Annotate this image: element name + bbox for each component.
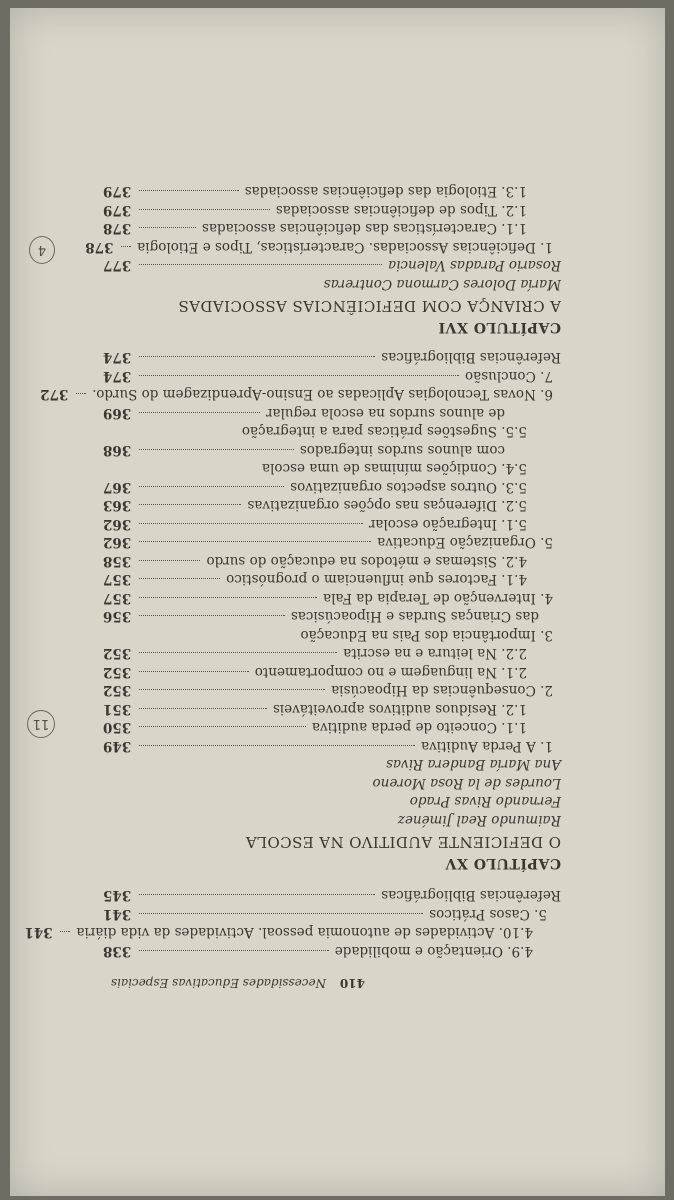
entry-page-number: 362 (103, 516, 132, 532)
running-head (111, 976, 365, 990)
toc-entry (103, 460, 527, 478)
entry-label: 4.2. Sistemas e métodos na educação do surdo (206, 553, 527, 569)
dot-leader (139, 727, 306, 728)
page-content-rotated (10, 8, 665, 1196)
entry-label: Rosario Paradas Valencia (388, 257, 561, 274)
toc-entry (103, 441, 505, 459)
toc-entry (40, 386, 553, 404)
dot-leader (139, 412, 260, 413)
toc-entry (103, 589, 553, 607)
entry-label: 4.9. Orientação e mobilidade (334, 943, 533, 959)
author-entry (103, 257, 561, 275)
dot-leader (139, 950, 329, 951)
dot-leader (139, 913, 423, 914)
author-name: Raimundo Real Jiménez (397, 812, 561, 828)
dot-leader (76, 394, 86, 395)
dot-leader (139, 708, 267, 709)
dot-leader (121, 246, 131, 247)
entry-page-number: 341 (103, 906, 132, 922)
entry-label: 4. Intervenção de Terapia da Fala (323, 590, 553, 606)
entry-label: 2.2. Na leitura e na escrita (343, 645, 527, 662)
entry-page-number: 377 (103, 257, 132, 274)
entry-label: 1. Deficiências Associadas. Características, Tipos e Etiologia (137, 239, 553, 255)
dot-leader (139, 265, 382, 266)
dot-leader (139, 505, 241, 506)
entry-page-number: 374 (103, 368, 132, 384)
toc-entry (103, 682, 553, 700)
entry-label: 1.2. Tipos de deficiências associadas (275, 202, 527, 218)
page-number: 410 (339, 976, 365, 990)
entry-label: 4.1. Factores que influenciam o prognóstico (226, 571, 527, 588)
entry-label: 4.10. Actividades de autonomia pessoal. Actividades da vida diária (76, 924, 533, 941)
entry-label: 1.1. Conceito de perda auditiva (311, 719, 527, 736)
toc-entry (103, 608, 539, 626)
toc-entry (103, 201, 527, 219)
entry-label: Referências Bibliográficas (381, 349, 561, 366)
dot-leader (139, 449, 294, 450)
toc-entry (103, 571, 527, 589)
toc-entry (103, 534, 553, 552)
author-name: Lourdes de la Rosa Moreno (372, 775, 561, 791)
entry-page-number: 352 (103, 645, 132, 662)
dot-leader (139, 597, 317, 598)
entry-label: de alunos surdos na escola regular (266, 405, 505, 421)
dot-leader (139, 357, 375, 358)
entry-page-number: 352 (103, 664, 132, 680)
dot-leader (139, 542, 371, 543)
toc-entry (103, 700, 527, 718)
toc-entry (85, 238, 553, 256)
entry-page-number: 369 (103, 405, 132, 421)
entry-page-number: 368 (103, 442, 132, 458)
chapter-heading: CAPÍTULO XVI (438, 319, 561, 335)
toc-entry (103, 478, 527, 496)
entry-label: 5.1. Integração escolar (368, 516, 527, 532)
toc-entry (103, 183, 527, 201)
toc-entry (103, 367, 553, 385)
author-name: Fernando Rivas Prado (409, 793, 561, 810)
chapter-title: O DEFICIENTE AUDITIVO NA ESCOLA (245, 833, 561, 851)
toc-entry (103, 942, 533, 960)
entry-page-number: 372 (40, 386, 69, 403)
entry-label: 5.2. Diferenças nas opções organizativas (247, 497, 527, 514)
dot-leader (139, 560, 200, 561)
chapter-heading: CAPÍTULO XV (445, 855, 561, 871)
author-name: María Dolores Carmona Contreras (323, 276, 561, 292)
dot-leader (139, 671, 249, 672)
entry-label: 5.5. Sugestões práticas para a integração (241, 423, 527, 440)
author-name: Ana María Bandera Rivas (386, 756, 561, 773)
dot-leader (139, 486, 284, 487)
toc-entry (103, 719, 527, 737)
entry-page-number: 378 (85, 239, 114, 255)
entry-label: 2. Consequências da Hipoacúsia (331, 682, 553, 699)
entry-page-number: 356 (103, 608, 132, 625)
dot-leader (139, 523, 363, 524)
toc-entry (103, 349, 561, 367)
entry-page-number: 362 (103, 534, 132, 551)
handwritten-circle-mark: 4 (29, 236, 55, 264)
toc-entry (103, 552, 527, 570)
entry-page-number: 349 (103, 738, 132, 754)
dot-leader (139, 209, 270, 210)
entry-label: 1. A Perda Auditiva (421, 738, 553, 754)
entry-label: 1.2. Resíduos auditivos aproveitáveis (272, 701, 527, 717)
entry-page-number: 367 (103, 479, 132, 495)
entry-page-number: 363 (103, 497, 132, 514)
entry-page-number: 379 (103, 183, 132, 200)
dot-leader (139, 228, 196, 229)
entry-label: 5. Organização Educativa (377, 534, 553, 551)
entry-label: 3. Importância dos Pais na Educação (300, 627, 553, 643)
entry-page-number: 379 (103, 202, 132, 218)
dot-leader (60, 932, 70, 933)
entry-page-number: 378 (103, 220, 132, 237)
toc-entry (103, 515, 527, 533)
entry-label: com alunos surdos integrados (299, 442, 505, 458)
entry-label: 5.4. Condições mínimas de uma escola (262, 460, 527, 477)
book-page (10, 8, 665, 1196)
entry-label: 2.1. Na linguagem e no comportamento (254, 664, 527, 680)
running-head-title: Necessidades Educativas Especiais (110, 976, 327, 990)
toc-entry (103, 887, 561, 905)
dot-leader (139, 653, 337, 654)
entry-label: 7. Conclusão (464, 368, 553, 384)
entry-page-number: 341 (24, 924, 53, 941)
toc-entry (103, 497, 527, 515)
entry-page-number: 352 (103, 682, 132, 699)
entry-label: 5.3. Outros aspectos organizativos (290, 479, 527, 495)
entry-label: 5. Casos Práticos (429, 906, 547, 922)
dot-leader (139, 745, 415, 746)
toc-entry (103, 645, 527, 663)
entry-label: 6. Novas Tecnologias Aplicadas ao Ensino-Aprendizagem do Surdo. (92, 386, 553, 403)
entry-page-number: 357 (103, 571, 132, 588)
toc-entry (24, 924, 533, 942)
toc-entry (103, 626, 553, 644)
toc-entry (103, 423, 527, 441)
entry-page-number: 374 (103, 349, 132, 366)
entry-label: 1.1. Características das deficiências associadas (201, 220, 527, 237)
toc-entry (103, 404, 505, 422)
dot-leader (139, 616, 285, 617)
handwritten-circle-mark: 11 (27, 710, 55, 738)
entry-label: Referências Bibliográficas (381, 887, 561, 904)
entry-page-number: 351 (103, 701, 132, 717)
toc-entry (103, 663, 527, 681)
entry-label: 1.3. Etiologia das deficiências associadas (244, 183, 527, 200)
dot-leader (139, 579, 220, 580)
dot-leader (139, 690, 325, 691)
entry-page-number: 338 (103, 943, 132, 959)
entry-page-number: 350 (103, 719, 132, 736)
toc-entry (103, 905, 547, 923)
toc-entry (103, 737, 553, 755)
entry-page-number: 357 (103, 590, 132, 606)
chapter-title: A CRIANÇA COM DEFICIÊNCIAS ASSOCIADAS (178, 297, 561, 315)
entry-label: das Crianças Surdas e Hipoacúsicas (290, 608, 539, 625)
dot-leader (139, 375, 459, 376)
toc-entry (103, 220, 527, 238)
entry-page-number: 358 (103, 553, 132, 569)
dot-leader (139, 191, 239, 192)
entry-page-number: 345 (103, 887, 132, 904)
dot-leader (139, 895, 375, 896)
